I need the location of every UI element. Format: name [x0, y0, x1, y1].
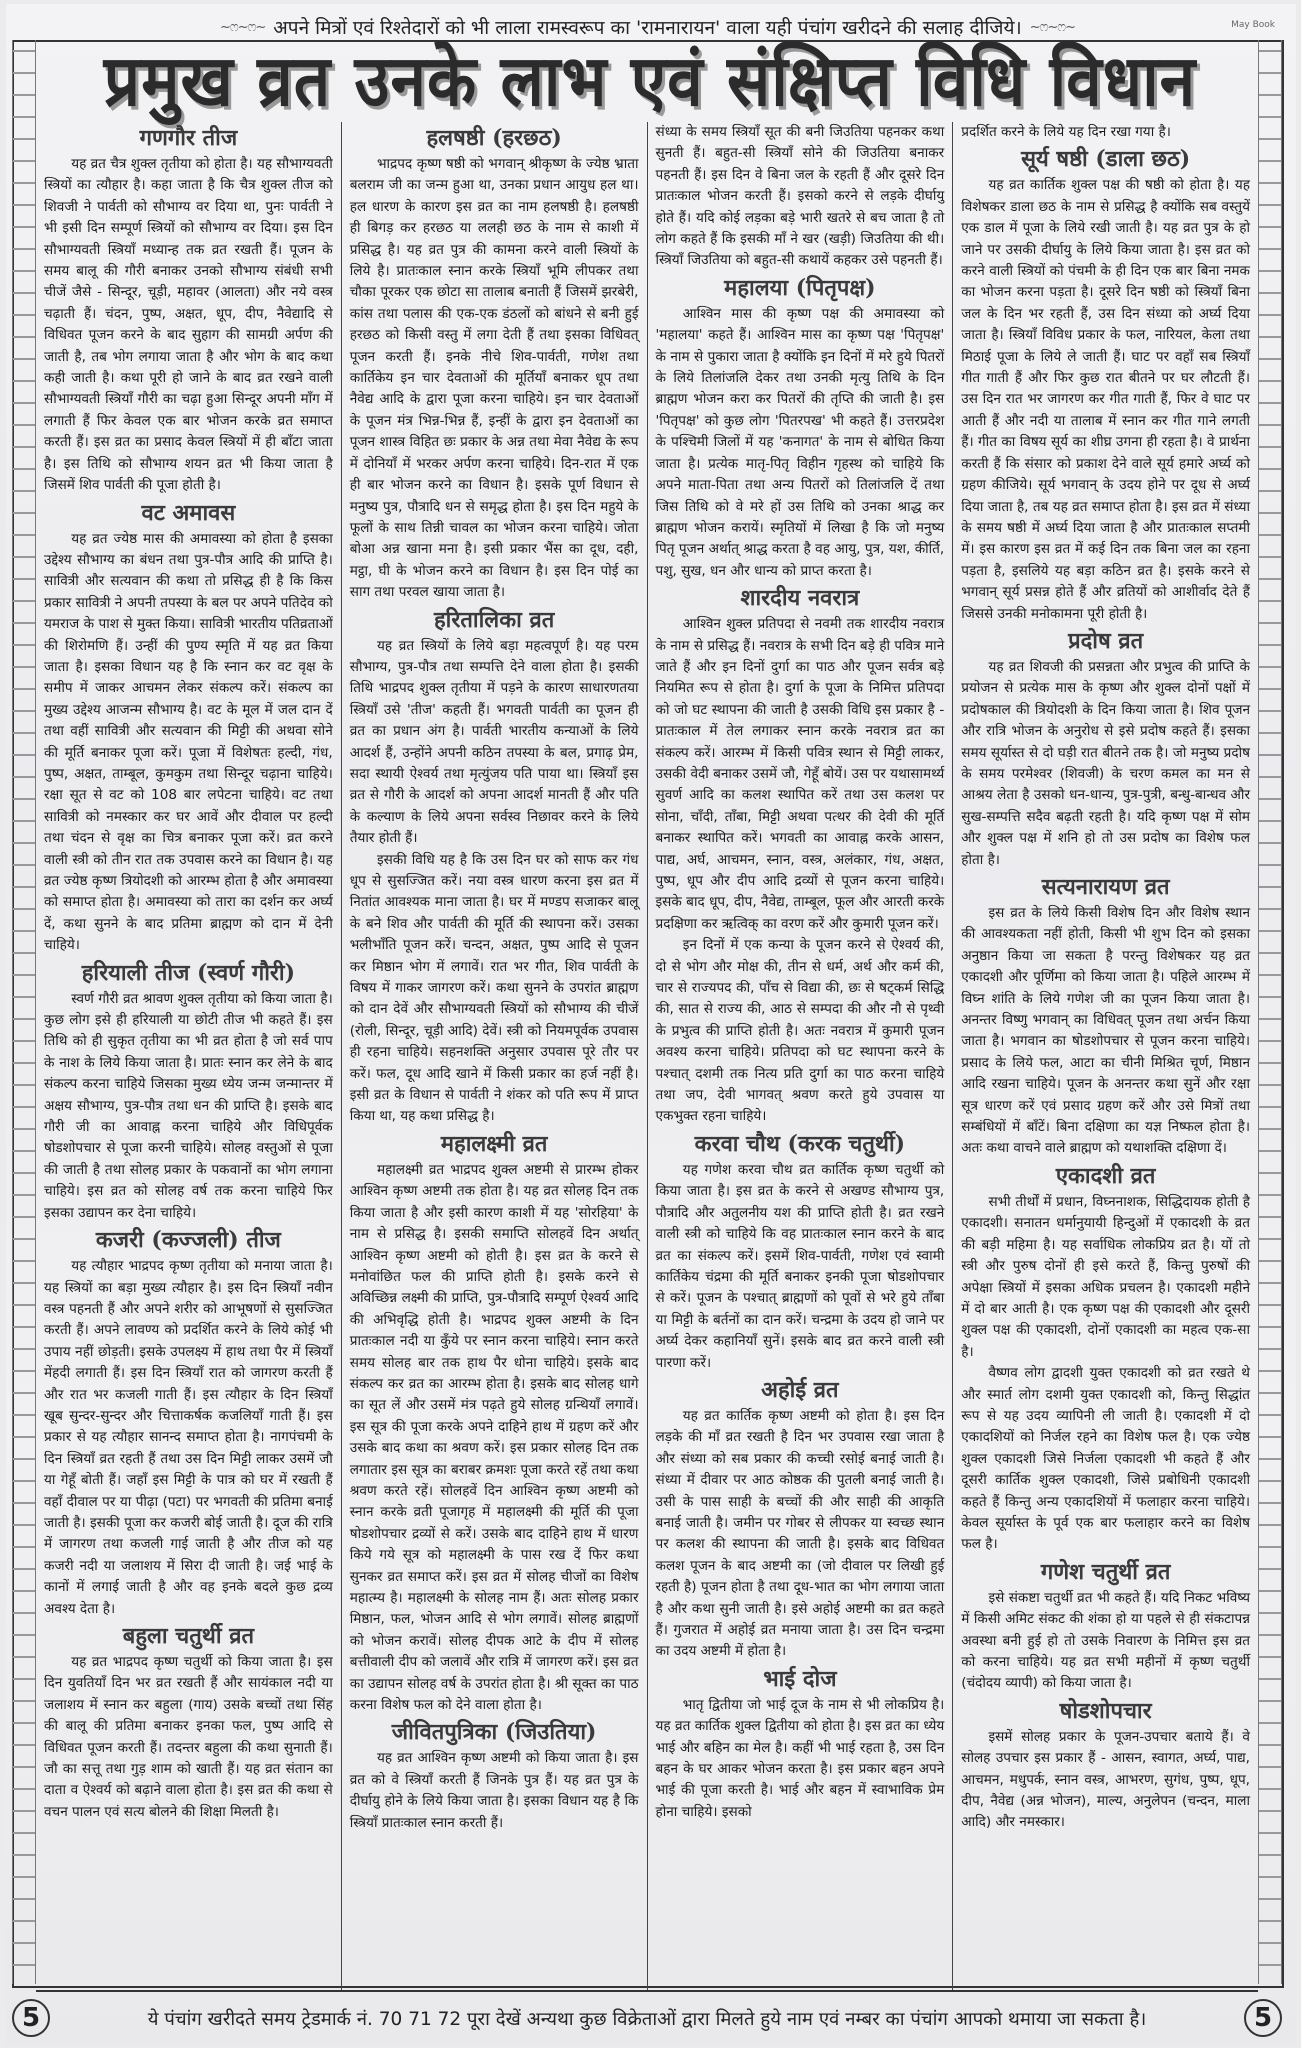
- section-heading: गणगौर तीज: [139, 125, 238, 151]
- ornament-icon: ~ෆ~ෆ~: [220, 19, 266, 35]
- top-banner: [20, 14, 1275, 40]
- column-3: [648, 122, 954, 1990]
- section-heading: कजरी (कज्जली) तीज: [95, 1227, 281, 1254]
- section-heading: शारदीय नवरात्र: [740, 585, 860, 612]
- section-paragraph: संध्या के समय स्त्रियाँ सूत की बनी जिउतिया पहनकर कथा सुनती हैं। बहुत-सी स्त्रियाँ सोने की जिउतिया बनाकर पहनती हैं। इस दिन वे बिना जल के रहती हैं और दूसरे दिन प्रातःकाल भोजन करती हैं। इसको करने से लड़के दीर्घायु होते हैं। यदि कोई लड़का बड़े भारी खतरे से बच जाता है तो लोग कहते हैं कि इसकी माँ ने खर (खड़ी) जिउतिया की थी। स्त्रियाँ जिउतिया को बहुत-सी कथायें कहकर उसे पहनती हैं।: [655, 124, 945, 269]
- section-paragraph: यह व्रत कार्तिक शुक्ल पक्ष की षष्ठी को होता है। यह विशेषकर डाला छठ के नाम से प्रसिद्ध है क्योंकि सब वस्तुयें एक डाल में पूजा के लिये रखी जाती है। यह व्रत पुत्र के हो जाने पर उसकी दीर्घायु के लिये किया जाता है। इस व्रत को करने वाली स्त्रियों को पंचमी के ही दिन एक बार बिना नमक का भोजन करना पड़ता है। दूसरे दिन षष्ठी को स्त्रियाँ बिना जल के दिन भर रहती हैं, उस दिन संध्या को अर्घ्य दिया जाता है। स्त्रियाँ विविध प्रकार के फल, नारियल, केला तथा मिठाई पूजा के लिये ले जाती हैं। घाट पर वहाँ सब स्त्रियाँ गीत गाती हैं और फिर कुछ रात बीतने पर घर लौटती हैं। उस दिन रात भर जागरण कर गीत गाती हैं, फिर वे घाट पर आती हैं और नदी या तालाब में स्नान कर गीत गाने लगती हैं। गीत का विषय सूर्य का शीघ्र उगना ही रहता है। वे प्रार्थना करती हैं कि संसार को प्रकाश देने वाले सूर्य हमारे अर्घ्य को ग्रहण कीजिये। सूर्य भगवान् के उदय होने पर दूध से अर्घ्य दिया जाता है, तब यह व्रत समाप्त होता है। इस व्रत में संध्या के समय षष्ठी में अर्घ्य दिया जाता है और प्रातःकाल सप्तमी में। इस कारण इस व्रत में कई दिन तक बिना जल का रहना पड़ता है, इसलिये यह बड़ा कठिन व्रत है। इसके करने से भगवान् सूर्य प्रसन्न होते हैं और व्रतियों को आशीर्वाद देते हैं जिससे उनकी मनोकामना पूरी होती है।: [961, 177, 1250, 622]
- section-heading: महालया (पितृपक्ष): [724, 274, 876, 301]
- banner-text: अपने मित्रों एवं रिश्तेदारों को भी लाला रामस्वरूप का 'रामनारायन' वाला यही पंचांग खरीदने की सलाह दीजिये।: [273, 17, 1022, 39]
- footer-bar: [12, 1996, 1282, 2040]
- section-paragraph: यह व्रत शिवजी की प्रसन्नता और प्रभुत्व की प्राप्ति के प्रयोजन से प्रत्येक मास के कृष्ण और शुक्ल दोनों पक्षों में प्रदोषकाल की त्रियोदशी के दिन किया जाता है। शिव पूजन और रात्रि भोजन के अनुरोध से इसे प्रदोष कहते हैं। इसका समय सूर्यास्त से दो घड़ी रात बीतने तक है। जो मनुष्य प्रदोष के समय परमेश्वर (शिवजी) के चरण कमल का मन से आश्रय लेता है उसको धन-धान्य, पुत्र-पुत्री, बन्धु-बान्धव और सुख-सम्पत्ति सदैव बढ़ती रहती है। यदि कृष्ण पक्ष में सोम और शुक्ल पक्ष में शनि हो तो उस प्रदोष का विशेष फल होता है।: [961, 658, 1250, 868]
- section-paragraph: सभी तीर्थों में प्रधान, विघ्ननाशक, सिद्धिदायक होती है एकादशी। सनातन धर्मानुयायी हिन्दुओं में एकादशी के व्रत की बड़ी महिमा है। यह सर्वाधिक लोकप्रिय व्रत है। यों तो स्त्री और पुरुष दोनों ही इसे करते हैं, किन्तु पुरुषों की अपेक्षा स्त्रियों में इसका अधिक प्रचलन है। एकादशी महीने में दो बार आती है। एक कृष्ण पक्ष की एकादशी और दूसरी शुक्ल पक्ष की एकादशी, दोनों एकादशी का महत्व एक-सा है।: [961, 1193, 1250, 1360]
- page-number-left: 5: [12, 1999, 50, 2037]
- section-heading: करवा चौथ (करक चतुर्थी): [694, 1130, 906, 1157]
- section-paragraph: यह व्रत स्त्रियों के लिये बड़ा महत्वपूर्ण है। यह परम सौभाग्य, पुत्र-पौत्र तथा सम्पत्ति देने वाला होता है। इसकी तिथि भाद्रपद शुक्ल तृतीया में पड़ने के कारण साधारणतया स्त्रियाँ उसे 'तीज' कहती हैं। भगवती पार्वती का पूजन ही व्रत का प्रधान अंग है। पार्वती भारतीय कन्याओं के लिये आदर्श हैं, उन्होंने अपनी कठिन तपस्या के बल, प्रगाढ़ प्रेम, सदा स्थायी ऐश्वर्य तथा मृत्युंजय पति पाया था। स्त्रियाँ इस व्रत से गौरी के आदर्श को अपना आदर्श मानती हैं और पति के कल्याण के लिये अपना सर्वस्व निछावर करने के लिये तैयार होती हैं।: [349, 637, 639, 847]
- section-paragraph: इस व्रत के लिये किसी विशेष दिन और विशेष स्थान की आवश्यकता नहीं होती, किसी भी शुभ दिन को इसका अनुष्ठान किया जा सकता है परन्तु विशेषकर यह व्रत एकादशी और पूर्णिमा को किया जाता है। पहिले आरम्भ में विघ्न शांति के लिये गणेश जी का पूजन किया जाता है। अनन्तर विष्णु भगवान् का विधिवत् पूजन तथा अर्चन किया जाता है। भगवान का षोडशोपचार से पूजन करना चाहिये। प्रसाद के लिये फल, आटा का चीनी मिश्रित चूर्ण, मिष्ठान आदि रखना चाहिये। पूजन के अनन्तर कथा सुनें और रक्षा सूत्र धारण करें एवं प्रसाद ग्रहण करें और उसे मित्रों तथा सम्बंधियों में बाँटें। बिना दक्षिणा का यज्ञ निष्फल होता है। अतः कथा वाचने वाले ब्राह्मण को यथाशक्ति दक्षिणा दें।: [961, 905, 1250, 1157]
- column-2: [342, 122, 648, 1990]
- ornament-icon: ~ෆ~ෆ~: [1029, 19, 1075, 35]
- article-columns: [36, 122, 1258, 1992]
- section-heading: महालक्ष्मी व्रत: [440, 1130, 548, 1157]
- column-4: [953, 122, 1258, 1990]
- page-number-right: 5: [1244, 1999, 1282, 2037]
- column-1: [36, 122, 342, 1990]
- publisher-tag: May Book: [1231, 20, 1275, 30]
- section-paragraph: यह त्यौहार भाद्रपद कृष्ण तृतीया को मनाया जाता है। यह स्त्रियों का बड़ा मुख्य त्यौहार है। इस दिन स्त्रियाँ नवीन वस्त्र पहनती हैं और अपने शरीर को आभूषणों से सुसज्जित करती हैं। अपने लावण्य को प्रदर्शित करने के लिये कोई भी उपाय नहीं छोड़ती। इसके उपलक्ष्य में हाथ तथा पैर में स्त्रियाँ मेंहदी लगाती हैं। इस दिन स्त्रियाँ रात को जागरण करती हैं और रात भर कजली गाती हैं। इस त्यौहार के दिन स्त्रियाँ खूब सुन्दर-सुन्दर और चित्ताकर्षक कजलियाँ गाती हैं। इस प्रकार से यह त्यौहार सानन्द समाप्त होता है। नागपंचमी के दिन स्त्रियाँ व्रत रहती हैं तथा उस दिन मिट्टी लाकर उसमें जौ या गेहूँ बोती हैं। जहाँ इस मिट्टी के पात्र को घर में रखती हैं वहाँ दीवाल पर या पीढ़ा (पटा) पर भगवती की प्रतिमा बनाई जाती है। इसकी पूजा कर कजरी बोई जाती है। दूज की रात्रि में जागरण तथा कजली गाई जाती है और तीज को यह कजरी नदी या जलाशय में सिरा दी जाती है। जई भाई के कानों में लगाई जाती है और वह इनके बदले कुछ द्रव्य अवश्य देता है।: [44, 1258, 333, 1617]
- section-heading: प्रदोष व्रत: [1068, 627, 1144, 654]
- footer-notice: ये पंचांग खरीदते समय ट्रेडमार्क नं. 70 71 72 पूरा देखें अन्यथा कुछ विक्रेताओं द्वारा मिलते हुये नाम एवं नम्बर का पंचांग आपको थमाया जा सकता है।: [147, 2008, 1147, 2030]
- section-heading: सत्यनारायण व्रत: [1041, 874, 1170, 900]
- section-paragraph: इसमें सोलह प्रकार के पूजन-उपचार बताये हैं। वे सोलह उपचार इस प्रकार हैं - आसन, स्वागत, अर्घ्य, पाद्य, आचमन, मधुपर्क, स्नान वस्त्र, आभरण, सुगंध, पुष्प, धूप, दीप, नैवेद्य (अन्न भोजन), माल्य, अनुलेपन (चन्दन, माला आदि) और नमस्कार।: [961, 1728, 1250, 1831]
- section-heading: अहोई व्रत: [761, 1376, 839, 1403]
- section-paragraph: यह व्रत चैत्र शुक्ल तृतीया को होता है। यह सौभाग्यवती स्त्रियों का त्यौहार है। कहा जाता है कि चैत्र शुक्ल तीज को शिवजी ने पार्वती को सौभाग्य वर दिया था, पुनः पार्वती ने भी इसी दिन सम्पूर्ण स्त्रियों को सौभाग्य वर दिया। इस दिन सौभाग्यवती स्त्रियाँ मध्यान्ह तक व्रत रखती हैं। पूजन के समय बालू की गौरी बनाकर उनको सौभाग्य संबंधी सभी चीजें जैसे - सिन्दूर, चूड़ी, महावर (आलता) और नये वस्त्र चढ़ाती हैं। चंदन, पुष्प, अक्षत, धूप, दीप, नैवेद्यादि से विधिवत पूजन करने के बाद सुहाग की सामग्री अर्पण की जाती है, तब भोग लगाया जाता है और भोग के बाद कथा कही जाती है। कथा पूरी हो जाने के बाद व्रत रखने वाली सौभाग्यवती स्त्रियाँ गौरी का चढ़ा हुआ सिन्दूर अपनी माँग में लगाती हैं फिर केवल एक बार भोजन करके व्रत समाप्त करती हैं। इस व्रत का प्रसाद केवल स्त्रियों में ही बाँटा जाता है। इस तिथि को सौभाग्य शयन व्रत भी किया जाता है जिसमें शिव पार्वती की पूजा होती है।: [44, 156, 333, 494]
- section-paragraph: यह व्रत कार्तिक कृष्ण अष्टमी को होता है। इस दिन लड़के की माँ व्रत रखती है दिन भर उपवास रखा जाता है और संध्या को सब प्रकार की कच्ची रसोई बनाई जाती है। संध्या में दीवार पर आठ कोष्ठक की पुतली बनाई जाती है। उसी के पास साही के बच्चों की और साही की आकृति बनाई जाती है। जमीन पर गोबर से लीपकर या स्वच्छ स्थान पर कलश की स्थापना की जाती है। इसके बाद विधिवत कलश पूजन के बाद अष्टमी का (जो दीवाल पर लिखी हुई रहती है) पूजन होता है तथा दूध-भात का भोग लगाया जाता है और कथा सुनी जाती है। इसे अहोई अष्टमी का व्रत कहते हैं। गुजरात में अहोई व्रत मनाया जाता है। उस दिन चन्द्रमा का उदय अष्टमी में होता है।: [655, 1407, 945, 1660]
- section-paragraph: इसे संकष्टा चतुर्थी व्रत भी कहते हैं। यदि निकट भविष्य में किसी अमिट संकट की शंका हो या पहले से ही संकटापन्न अवस्था बनी हुई हो तो उसके निवारण के निमित्त इस व्रत को करना चाहिये। यह व्रत सभी महीनों में कृष्ण चतुर्थी (चंदोदय व्यापी) को किया जाता है।: [961, 1589, 1250, 1692]
- section-heading: वट अमावस: [141, 499, 236, 526]
- section-heading: भाई दोज: [763, 1665, 837, 1692]
- section-paragraph: आश्विन मास की कृष्ण पक्ष की अमावस्या को 'महालया' कहते हैं। आश्विन मास का कृष्ण पक्ष 'पितृपक्ष' के नाम से पुकारा जाता है क्योंकि इन दिनों में मरे हुये पितरों के लिये तिलांजलि देकर तथा उनकी मृत्यु तिथि के दिन ब्राह्मण भोजन करा कर पितरों की तृप्ति की जाती है। इस 'पितृपक्ष' को कुछ लोग 'पितरपख' भी कहते हैं। उत्तरप्रदेश के पश्चिमी जिलों में यह 'कनागत' के नाम से बोधित किया जाता है। प्रत्येक मातृ-पितृ विहीन गृहस्थ को चाहिये कि अपने माता-पिता तथा अन्य पितरों को तिलांजलि दें तथा जिस तिथि को वे मरे हों उस तिथि को उनका श्राद्ध कर ब्राह्मण भोजन करायें। स्मृतियों में लिखा है कि जो मनुष्य पितृ पूजन अर्थात् श्राद्ध करता है वह आयु, पुत्र, यश, कीर्ति, पशु, सुख, धन और धान्य को प्राप्त करता है।: [655, 305, 945, 579]
- section-heading: एकादशी व्रत: [1055, 1162, 1156, 1189]
- rope-border-left: [12, 40, 36, 1984]
- section-heading: जीवितपुत्रिका (जिउतिया): [391, 1719, 597, 1746]
- section-paragraph: भाद्रपद कृष्ण षष्ठी को भगवान् श्रीकृष्ण के ज्येष्ठ भ्राता बलराम जी का जन्म हुआ था, उनका प्रधान आयुध हल था। हल धारण के कारण इस व्रत का नाम हलषष्ठी है। हलषष्ठी ही बिगड़ कर हरछठ या ललही छठ के नाम से काशी में प्रसिद्ध है। यह व्रत पुत्र की कामना करने वाली स्त्रियों के लिये है। प्रातःकाल स्नान करके स्त्रियाँ भूमि लीपकर तथा चौका पूरकर एक छोटा सा तालाब बनाती हैं जिसमें झरबेरी, कांस तथा पलास की एक-एक डंठलों को बांधने से बनी हुई हरछठ को किसी वस्तु में लगा देती हैं तथा इसका विधिवत् पूजन करती हैं। इनके नीचे शिव-पार्वती, गणेश तथा कार्तिकेय इन चार देवताओं की मूर्तियाँ बनाकर धूप तथा नैवेद्य आदि के द्वारा पूजा करना चाहिये। इन चार देवताओं के पूजन मंत्र भिन्न-भिन्न हैं, इन्हीं के द्वारा इन देवताओं का पूजन शास्त्र विहित छः प्रकार के अन्न तथा मेवा नैवेद्य के रूप में दोनियाँ में भरकर अर्पण करना चाहिये। दिन-रात में एक ही बार भोजन करने का विधान है। इसके पूर्ण विधान से मनुष्य पुत्र, पौत्रादि धन से समृद्ध होता है। इस दिन महुये के फूलों के साथ तिन्नी चावल का भोजन करना चाहिये। जोता बोआ अन्न खाना मना है। इसी प्रकार भैंस का दूध, दही, मट्ठा, घी के भोजन करने का विधान है। इस दिन पोई का साग तथा परवल खाया जाता है।: [349, 156, 639, 601]
- rope-border-right: [1258, 40, 1282, 1984]
- page-title: प्रमुख व्रत उनके लाभ एवं संक्षिप्त विधि विधान: [103, 41, 1197, 123]
- section-heading: हरितालिका व्रत: [433, 606, 555, 633]
- section-heading: हलषष्ठी (हरछठ): [426, 125, 562, 151]
- section-paragraph: आश्विन शुक्ल प्रतिपदा से नवमी तक शारदीय नवरात्र के नाम से प्रसिद्ध हैं। नवरात्र के सभी दिन बड़े ही पवित्र माने जाते हैं और इन दिनों दुर्गा का पाठ और पूजन सर्वत्र बड़े नियमित रूप से होता है। दुर्गा के पूजा के निमित्त प्रतिपदा को जो घट स्थापना की जाती है उसकी विधि इस प्रकार है - प्रातःकाल में तेल लगाकर स्नान करके नवरात्र व्रत का संकल्प करें। आरम्भ में किसी पवित्र स्थान से मिट्टी लाकर, उसकी वेदी बनाकर उसमें जौ, गेहूँ बोयें। उस पर यथासामर्थ्य सुवर्ण आदि का कलश स्थापित करें तथा उस कलश पर सोना, चाँदी, ताँबा, मिट्टी अथवा पत्थर की देवी की मूर्ति बनाकर स्थापित करें। भगवती का आवाह्न करके आसन, पाद्य, अर्घ, आचमन, स्नान, वस्त्र, अलंकार, गंध, अक्षत, पुष्प, धूप और दीप आदि द्रव्यों से पूजन करना चाहिये। इसके बाद धूप, दीप, नैवेद्य, ताम्बूल, फूल और आरती करके प्रदक्षिणा कर ऋत्विक् का वरण करें और कुमारी पूजन करें।: [655, 616, 945, 932]
- section-paragraph: भातृ द्वितीया जो भाई दूज के नाम से भी लोकप्रिय है। यह व्रत कार्तिक शुक्ल द्वितीया को होता है। इस व्रत का ध्येय भाई और बहिन का मेल है। कहीं भी भाई रहता है, उस दिन बहन के घर आकर भोजन करता है। इस प्रकार बहन अपने भाई की पूजा करती है। भाई और बहन में स्वाभाविक प्रेम होना चाहिये। इसको: [655, 1696, 945, 1820]
- section-heading: बहुला चतुर्थी व्रत: [122, 1623, 254, 1649]
- section-paragraph: यह गणेश करवा चौथ व्रत कार्तिक कृष्ण चतुर्थी को किया जाता है। इस व्रत के करने से अखण्ड सौभाग्य पुत्र, पौत्रादि और अतुलनीय यश की प्राप्ति होती है। व्रत रखने वाली स्त्री को चाहिये कि वह प्रातःकाल स्नान करने के बाद व्रत का संकल्प करें। इसमें शिव-पार्वती, गणेश एवं स्वामी कार्तिकेय चंद्रमा की मूर्ति बनाकर इनकी पूजा षोडशोपचार से करें। पूजन के पश्चात् ब्राह्मणों को पूवों से भरे हुये ताँबा या मिट्टी के बर्तनों का दान करें। चन्द्रमा के उदय हो जाने पर अर्घ्य देकर कहानियाँ सुनें। इसके बाद व्रत करने वाली स्त्री पारणा करें।: [655, 1161, 945, 1371]
- section-paragraph: यह व्रत ज्येष्ठ मास की अमावस्या को होता है इसका उद्देश्य सौभाग्य का बंधन तथा पुत्र-पौत्र आदि की प्राप्ति है। सावित्री और सत्यवान की कथा तो प्रसिद्ध ही है कि किस प्रकार सावित्री ने अपनी तपस्या के बल पर अपने पतिदेव को यमराज के पाश से मुक्त किया। सावित्री भारतीय पतिव्रताओं की शिरोमणि हैं। उन्हीं की पुण्य स्मृति में यह व्रत किया जाता है। इसका विधान यह है कि स्नान कर वट वृक्ष के समीप में जाकर आचमन लेकर संकल्प करें। संकल्प का मुख्य उद्देश्य आजन्म सौभाग्य है। वट के मूल में जल दान दें तथा वहीं सावित्री और सत्यवान की मिट्टी की अथवा सोने की मूर्ति बनाकर पूजा करें। पूजा में विशेषतः हल्दी, गंध, पुष्प, अक्षत, ताम्बूल, कुमकुम तथा सिन्दूर चढ़ाना चाहिये। रक्षा सूत से वट को 108 बार लपेटना चाहिये। वट तथा सावित्री को नमस्कार कर घर आवें और दीवाल पर हल्दी तथा चंदन से वृक्ष का चित्र बनाकर पूजा करें। व्रत करने वाली स्त्री को तीन रात तक उपवास करने का विधान है। यह व्रत ज्येष्ठ कृष्ण त्रियोदशी को आरम्भ होता है और अमावस्या को समाप्त होता है। अमावस्या को तारा का दर्शन कर अर्घ्य दें, कथा सुनने के बाद प्रतिमा ब्राह्मण को दान में देनी चाहिये।: [44, 530, 333, 954]
- section-paragraph: इन दिनों में एक कन्या के पूजन करने से ऐश्वर्य की, दो से भोग और मोक्ष की, तीन से धर्म, अर्थ और कर्म की, चार से राज्यपद की, पाँच से विद्या की, छः से षट्कर्म सिद्धि की, सात से राज्य की, आठ से सम्पदा की और नौ से पृथ्वी के प्रभुत्व की प्राप्ति होती है। अतः नवरात्र में कुमारी पूजन अवश्य करना चाहिये। प्रतिपदा को घट स्थापना करने के पश्चात् दशमी तक नित्य प्रति दुर्गा का पाठ करना चाहिये तथा जप, देवी भागवत् श्रवण करते हुये उपवास या एकभुक्त रहना चाहिये।: [655, 937, 945, 1125]
- section-paragraph: वैष्णव लोग द्वादशी युक्त एकादशी को व्रत रखते थे और स्मार्त लोग दशमी युक्त एकादशी को, किन्तु सिद्धांत रूप से यह उदय व्यापिनी ली जाती है। एकादशी में दो एकादशियों को निर्जल रहने का विशेष फल है। एक ज्येष्ठ शुक्ल एकादशी जिसे निर्जला एकादशी भी कहते हैं और दूसरी कार्तिक शुक्ल एकादशी, जिसे प्रबोधिनी एकादशी कहते हैं किन्तु अन्य एकादशियों में फलाहार करना चाहिये। केवल सूर्यास्त के पूर्व एक बार फलाहार करने का विशेष फल है।: [961, 1365, 1250, 1553]
- section-paragraph: यह व्रत भाद्रपद कृष्ण चतुर्थी को किया जाता है। इस दिन युवतियाँ दिन भर व्रत रखती हैं और सायंकाल नदी या जलाशय में स्नान कर बहुला (गाय) उसके बच्चों तथा सिंह की बालू की प्रतिमा बनाकर इनका फल, पुष्प आदि से विधिवत पूजन करती हैं। तदन्तर बहुला की कथा सुनाती हैं। जौ का सत्तू तथा गुड़ शाम को खाती हैं। यह व्रत संतान का दाता व ऐश्वर्य को बढ़ाने वाला होता है। इस व्रत की कथा से वचन पालन एवं सत्य बोलने की शिक्षा मिलती है।: [44, 1654, 333, 1820]
- section-heading: सूर्य षष्ठी (डाला छठ): [1021, 146, 1191, 173]
- section-heading: हरियाली तीज (स्वर्ण गौरी): [81, 959, 296, 986]
- section-paragraph: महालक्ष्मी व्रत भाद्रपद शुक्ल अष्टमी से प्रारम्भ होकर आश्विन कृष्ण अष्टमी तक होता है। यह व्रत सोलह दिन तक किया जाता है और इसी कारण काशी में यह 'सोरहिया' के नाम से प्रसिद्ध है। इसकी समाप्ति सोलहवें दिन अर्थात् आश्विन कृष्ण अष्टमी को होती है। इस व्रत के करने से मनोवांछित फल की प्राप्ति होती है। इसके करने से अविच्छिन्न लक्ष्मी की प्राप्ति, पुत्र-पौत्रादि सम्पूर्ण ऐश्वर्य आदि की अभिवृद्धि होती है। भाद्रपद शुक्ल अष्टमी के दिन प्रातःकाल नदी या कुँये पर स्नान करना चाहिये। स्नान करते समय सोलह बार तक हाथ पैर धोना चाहिये। इसके बाद संकल्प कर व्रत का आरम्भ होता है। इसके बाद सोलह धागे का सूत लें और उसमें मंत्र पढ़ते हुये सोलह ग्रन्थियाँ लगावें। इस सूत्र की पूजा करके अपने दाहिने हाथ में ग्रहण करें और उसके बाद कथा का श्रवण करें। इस प्रकार सोलह दिन तक लगातार इस सूत्र का बराबर क्रमशः पूजा करते रहें तथा कथा श्रवण करते रहें। सोलहवें दिन आश्विन कृष्ण अष्टमी को स्नान करके व्रती पूजागृह में महालक्ष्मी की मूर्ति की पूजा षोडशोपचार द्रव्यों से करें। उसके बाद दाहिने हाथ में धारण किये गये सूत्र को महालक्ष्मी के पास रख दें फिर कथा सुनकर व्रत समाप्त करें। इस व्रत में सोलह चीजों का विशेष महात्म्य है। महालक्ष्मी के सोलह नाम हैं। अतः सोलह प्रकार मिष्ठान, फल, भोजन आदि से भोग लगावें। सोलह ब्राह्मणों को भोजन करावें। सोलह दीपक आटे के दीप में सोलह बत्तीवाली दीप को जलावें और रात्रि में जागरण करें। इस व्रत का उद्यापन सोलह वर्ष के उपरांत होता है। श्री सूक्त का पाठ करना विशेष फल को देने वाला होता है।: [349, 1161, 639, 1714]
- section-heading: षोडशोपचार: [1059, 1697, 1152, 1724]
- section-paragraph: प्रदर्शित करने के लिये यह दिन रखा गया है।: [961, 124, 1171, 140]
- section-paragraph: इसकी विधि यह है कि उस दिन घर को साफ कर गंध धूप से सुसज्जित करें। नया वस्त्र धारण करना इस व्रत में नितांत आवश्यक माना जाता है। घर में मण्डप सजाकर बालू के बने शिव और पार्वती की मूर्ति की स्थापना करें। उसका भलीभाँति पूजन करें। चन्दन, अक्षत, पुष्प आदि से पूजन कर मिष्ठान भोग में लगावें। रात भर गीत, शिव पार्वती के विषय में गाकर जागरण करें। कथा सुनने के उपरांत ब्राह्मण को दान देवें और सौभाग्यवती स्त्रियों को सौभाग्य की चीजें (रोली, सिन्दूर, चूड़ी आदि) देवें। स्त्री को नियमपूर्वक उपवास ही रहना चाहिये। सहनशक्ति अनुसार उपवास पूरे तौर पर करें। फल, दूध आदि खाने में किसी प्रकार का हर्ज नहीं है। इसी व्रत के विधान से पार्वती ने शंकर को पति रूप में प्राप्त किया था, यह कथा प्रसिद्ध है।: [349, 851, 639, 1125]
- section-paragraph: यह व्रत आश्विन कृष्ण अष्टमी को किया जाता है। इस व्रत को वे स्त्रियाँ करती हैं जिनके पुत्र हैं। यह व्रत पुत्र के दीर्घायु होने के लिये किया जाता है। इसका विधान यह है कि स्त्रियाँ प्रातःकाल स्नान करती हैं।: [349, 1750, 639, 1831]
- section-paragraph: स्वर्ण गौरी व्रत श्रावण शुक्ल तृतीया को किया जाता है। कुछ लोग इसे ही हरियाली या छोटी तीज भी कहते हैं। इस तिथि को ही सुकृत तृतीया का भी व्रत होता है जो सर्व पाप के नाश के लिये किया जाता है। प्रातः स्नान कर लेने के बाद संकल्प करना चाहिये जिसका मुख्य ध्येय जन्म जन्मान्तर में अक्षय सौभाग्य, पुत्र-पौत्र तथा धन की प्राप्ति है। इसके बाद गौरी जी का आवाह्न करना चाहिये और विधिपूर्वक षोडशोपचार से पूजा करनी चाहिये। सोलह वस्तुओं से पूजा की जाती है तथा सोलह प्रकार के पकवानों का भोग लगाना चाहिये। इस व्रत को सोलह वर्ष तक करना चाहिये फिर इसका उद्यापन कर देना चाहिये।: [44, 990, 333, 1221]
- section-heading: गणेश चतुर्थी व्रत: [1040, 1558, 1171, 1585]
